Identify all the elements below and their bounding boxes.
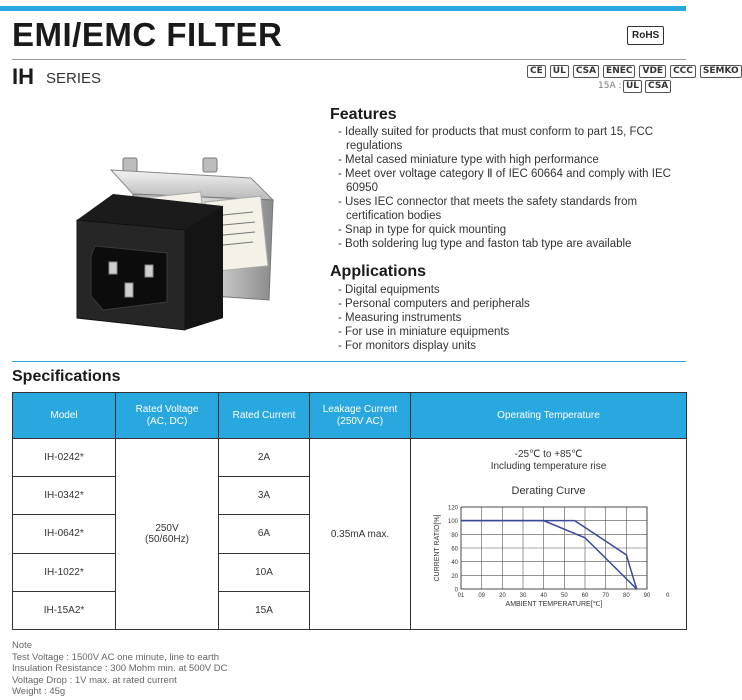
x-tick-label: 01: [457, 593, 464, 599]
derating-series-line: [461, 521, 637, 589]
cert-mark: VDE: [639, 65, 666, 78]
x-tick-label: 30: [519, 593, 526, 599]
y-tick-label: 20: [450, 573, 458, 580]
derating-series-line: [461, 521, 637, 589]
temperature-range: -25℃ to +85℃: [514, 449, 583, 460]
model-cell: IH-15A2*: [13, 591, 116, 629]
applications-list: [336, 283, 676, 353]
y-tick-label: 120: [447, 505, 458, 512]
rohs-badge: RoHS: [627, 26, 664, 45]
list-item: - Snap in type for quick mounting: [336, 223, 676, 237]
rating-label: 15A :: [598, 81, 622, 91]
list-item: - Digital equipments: [336, 283, 676, 297]
y-axis-label: CURRENT RATIO[%]: [433, 514, 441, 582]
x-axis-label: AMBIENT TEMPERATURE[℃]: [505, 601, 602, 608]
list-item: - Metal cased miniature type with high performance: [336, 153, 676, 167]
model-cell: IH-1022*: [13, 553, 116, 591]
model-cell: IH-0242*: [13, 439, 116, 477]
current-cell: 3A: [219, 477, 310, 515]
y-tick-label: 60: [450, 546, 458, 553]
list-item: - Both soldering lug type and faston tab type are available: [336, 237, 676, 251]
x-tick-label: 50: [560, 593, 568, 599]
model-cell: IH-0642*: [13, 515, 116, 553]
certification-marks: [527, 64, 739, 78]
cert-mark: CE: [527, 65, 546, 78]
cert-mark: CSA: [573, 65, 599, 78]
x-tick-label: 80: [622, 593, 630, 599]
chart-title: Derating Curve: [511, 485, 586, 497]
table-header-row: [13, 393, 687, 439]
specifications-table: [12, 392, 687, 630]
list-item: - For monitors display units: [336, 339, 676, 353]
cert-mark: ENEC: [603, 65, 635, 78]
cert-mark: UL: [550, 65, 569, 78]
x-tick-label: 90: [643, 593, 650, 599]
series-code: IH: [12, 64, 34, 89]
current-cell: 6A: [219, 515, 310, 553]
cert-mark: SEMKO: [700, 65, 742, 78]
list-item: - Meet over voltage category Ⅱ of IEC 60664 and comply with IEC 60950: [336, 167, 676, 195]
temperature-note: Including temperature rise: [490, 461, 607, 472]
derating-chart: [429, 499, 669, 621]
notes: [12, 640, 227, 698]
header-rated-current: Rated Current: [219, 393, 310, 439]
list-item: - Ideally suited for products that must conform to part 15, FCC regulations: [336, 125, 676, 153]
current-cell: 2A: [219, 439, 310, 477]
rated-voltage-cell: 250V (50/60Hz): [116, 439, 219, 630]
note-line: Test Voltage : 1500V AC one minute, line to earth: [12, 651, 220, 663]
header-operating-temperature: Operating Temperature: [411, 393, 687, 439]
cert-mark: CSA: [645, 80, 671, 93]
current-cell: 10A: [219, 553, 310, 591]
x-tick-label: 70: [601, 593, 609, 599]
top-accent-bar: [0, 6, 686, 11]
note-line: Insulation Resistance : 300 Mohm min. at 500V DC: [12, 663, 228, 674]
note-line: Weight : 45g: [12, 686, 66, 697]
y-tick-label: 80: [450, 532, 458, 539]
model-cell: IH-0342*: [13, 477, 116, 515]
header-leakage-current: Leakage Current (250V AC): [310, 393, 411, 439]
list-item: - Uses IEC connector that meets the safety standards from certification bodies: [336, 195, 676, 223]
header-model: Model: [13, 393, 116, 439]
header-divider: [12, 59, 686, 60]
list-item: - For use in miniature equipments: [336, 325, 676, 339]
x-tick-label: 0: [665, 593, 669, 599]
features-title: Features: [330, 106, 397, 123]
cert-mark: UL: [623, 80, 642, 93]
note-line: Voltage Drop : 1V max. at rated current: [12, 674, 177, 686]
operating-temperature-cell: [411, 439, 687, 630]
table-row: [13, 439, 687, 477]
cert-mark: CCC: [670, 65, 696, 78]
x-tick-label: 20: [498, 593, 506, 599]
applications-title: Applications: [330, 263, 427, 280]
notes-title: Note: [12, 640, 33, 651]
header-rated-voltage: Rated Voltage (AC, DC): [116, 393, 219, 439]
y-tick-label: 0: [454, 587, 458, 594]
x-tick-label: 09: [477, 593, 485, 599]
x-tick-label: 40: [539, 593, 547, 599]
y-tick-label: 40: [450, 560, 458, 567]
series-label: SERIES: [46, 70, 102, 87]
y-tick-label: 100: [447, 519, 458, 526]
x-tick-label: 60: [581, 593, 588, 599]
leakage-current-cell: 0.35mA max.: [310, 439, 411, 630]
specifications-title: Specifications: [12, 368, 121, 385]
filter-product-photo: [73, 150, 283, 335]
current-cell: 15A: [219, 591, 310, 629]
page-title: EMI/EMC FILTER: [12, 16, 283, 53]
certification-marks-15a: [623, 80, 671, 93]
features-list: [336, 125, 676, 251]
list-item: - Personal computers and peripherals: [336, 297, 676, 311]
specifications-divider: [12, 361, 686, 362]
list-item: - Measuring instruments: [336, 311, 676, 325]
